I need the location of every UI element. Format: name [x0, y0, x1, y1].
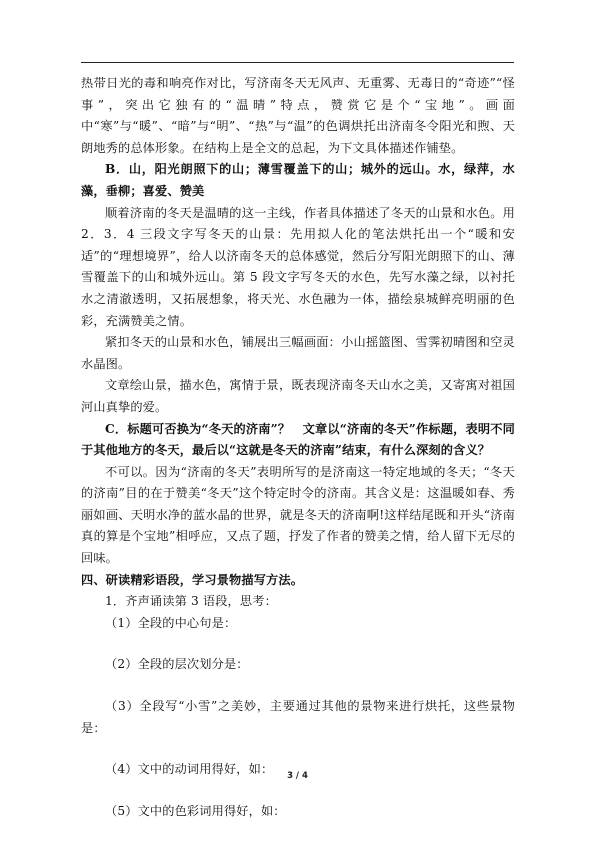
paragraph-summary: 文章绘山景，描水色，寓情于景，既表现济南冬天山水之美，又寄寓对祖国河山真挚的爱。: [81, 378, 515, 414]
answer-space: [81, 781, 515, 801]
paragraph-intro: 热带日光的毒和响亮作对比，写济南冬天无风声、无重雾、无毒日的“奇迹”“怪事”，突出它独有的“温晴”特点，赞赏它是个“宝地”。画面中“寒”与“暖”、“暗”与“明”、“热”与“温”的色调烘托出济南冬令阳光和煦、天朗地秀的总体形象。在结构上是全文的总起，为下文具体描述作铺垫。: [81, 76, 515, 155]
question-item-4: （4）文中的动词用得好，如：: [105, 762, 274, 777]
document-body: [81, 73, 515, 822]
question-item-2: （2）全段的层次划分是：: [105, 657, 249, 672]
task-instruction: 1．齐声诵读第 3 语段，思考：: [105, 594, 277, 609]
header-rule: [81, 62, 514, 63]
question-item-1: （1）全段的中心句是：: [105, 615, 237, 630]
paragraph-answer-c: 不可以。因为“济南的冬天”表明所写的是济南这一特定地域的冬天；“冬天的济南”目的在于赞美“冬天”这个特定时令的济南。其含义是：这温暖如春、秀丽如画、天明水净的蓝水晶的世界，就是冬天的济南啊!这样结尾既和开头“济南真的算是个宝地”相呼应，又点了题，抒发了作者的赞美之情，给人留下无尽的回味。: [81, 464, 515, 566]
paragraph-answer-b: B．山，阳光朗照下的山；薄雪覆盖下的山；城外的远山。水，绿萍，水藻，垂柳；喜爱、赞美: [81, 162, 515, 198]
answer-space: [81, 739, 515, 759]
answer-space: [81, 676, 515, 696]
question-item-3: （3）全段写“小雪”之美妙，主要通过其他的景物来进行烘托，这些景物是：: [81, 699, 515, 735]
paragraph-question-c: C．标题可否换为“冬天的济南”？ 文章以“济南的冬天”作标题，表明不同于其他地方的冬天，最后以“这就是冬天的济南”结束，有什么深刻的含义？: [81, 421, 515, 458]
paragraph-mountain-water: 顺着济南的冬天是温晴的这一主线，作者具体描述了冬天的山景和水色。用 2．3．4 三段文字写冬天的山景：先用拟人化的笔法烘托出一个“暖和安适”的“理想境界”，给人以济南冬天的总体感觉，然后分写阳光朗照下的山、薄雪覆盖下的山和城外远山。第 5 段文字写冬天的水色，先写水藻之绿，以衬托水之清澈透明，又拓展想象，将天光、水色融为一体，描绘泉城鲜亮明丽的色彩，充满赞美之情。: [81, 205, 515, 328]
question-item-5: （5）文中的色彩词用得好，如：: [105, 803, 286, 818]
answer-space: [81, 634, 515, 654]
paragraph-three-scenes: 紧扣冬天的山景和水色，铺展出三幅画面：小山摇篮图、雪霁初晴图和空灵水晶图。: [81, 335, 515, 371]
page-number: 3 / 4: [287, 771, 308, 781]
section-heading-four: 四、研读精彩语段，学习景物描写方法。: [81, 572, 304, 587]
